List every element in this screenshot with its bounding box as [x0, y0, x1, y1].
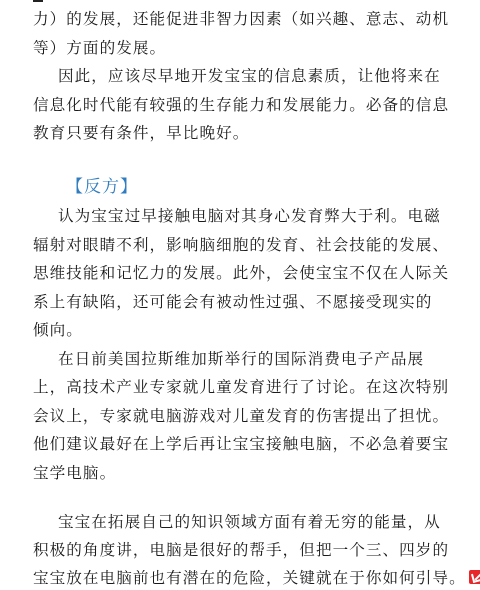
paragraph-line: 思维技能和记忆力的发展。此外，会使宝宝不仅在人际关 [33, 264, 450, 282]
paragraph-line: 信息化时代能有较强的生存能力和发展能力。必备的信息 [33, 96, 450, 114]
paragraph-line-last [33, 568, 480, 588]
paragraph-line: 辐射对眼睛不利，影响脑细胞的发育、社会技能的发展、 [33, 236, 450, 254]
paragraph-line: 他们建议最好在上学后再让宝宝接触电脑，不必急着要宝 [33, 435, 450, 453]
paragraph-line: 积极的角度讲，电脑是很好的帮手，但把一个三、四岁的 [33, 541, 450, 559]
paragraph-line: 因此，应该尽早地开发宝宝的信息素质，让他将来在 [58, 67, 441, 85]
section-heading-con: 【反方】 [66, 177, 138, 197]
paragraph-line: 认为宝宝过早接触电脑对其身心发育弊大于利。电磁 [58, 207, 441, 225]
paragraph-line: 宝学电脑。 [33, 464, 117, 482]
paragraph-line-text: 宝宝放在电脑前也有潜在的危险，关键就在于你如何引导。 [33, 569, 466, 587]
paragraph-line: 宝宝在拓展自己的知识领域方面有着无穷的能量，从 [58, 513, 441, 531]
paragraph-line: 倾向。 [33, 321, 83, 339]
paragraph-line: 等）方面的发展。 [33, 39, 167, 57]
arrow-pointer-icon[interactable] [469, 570, 480, 584]
paragraph-line: 会议上，专家就电脑游戏对儿童发育的伤害提出了担忧。 [33, 407, 450, 425]
paragraph-line: 系上有缺陷，还可能会有被动性过强、不愿接受现实的 [33, 293, 433, 311]
cropped-text-fragment [33, 0, 43, 2]
paragraph-line: 教育只要有条件，早比晚好。 [33, 124, 250, 142]
paragraph-line: 力）的发展，还能促进非智力因素（如兴趣、意志、动机 [33, 10, 450, 28]
paragraph-line: 在日前美国拉斯维加斯举行的国际消费电子产品展 [58, 350, 425, 368]
paragraph-line: 上，高技术产业专家就儿童发育进行了讨论。在这次特别 [33, 378, 450, 396]
